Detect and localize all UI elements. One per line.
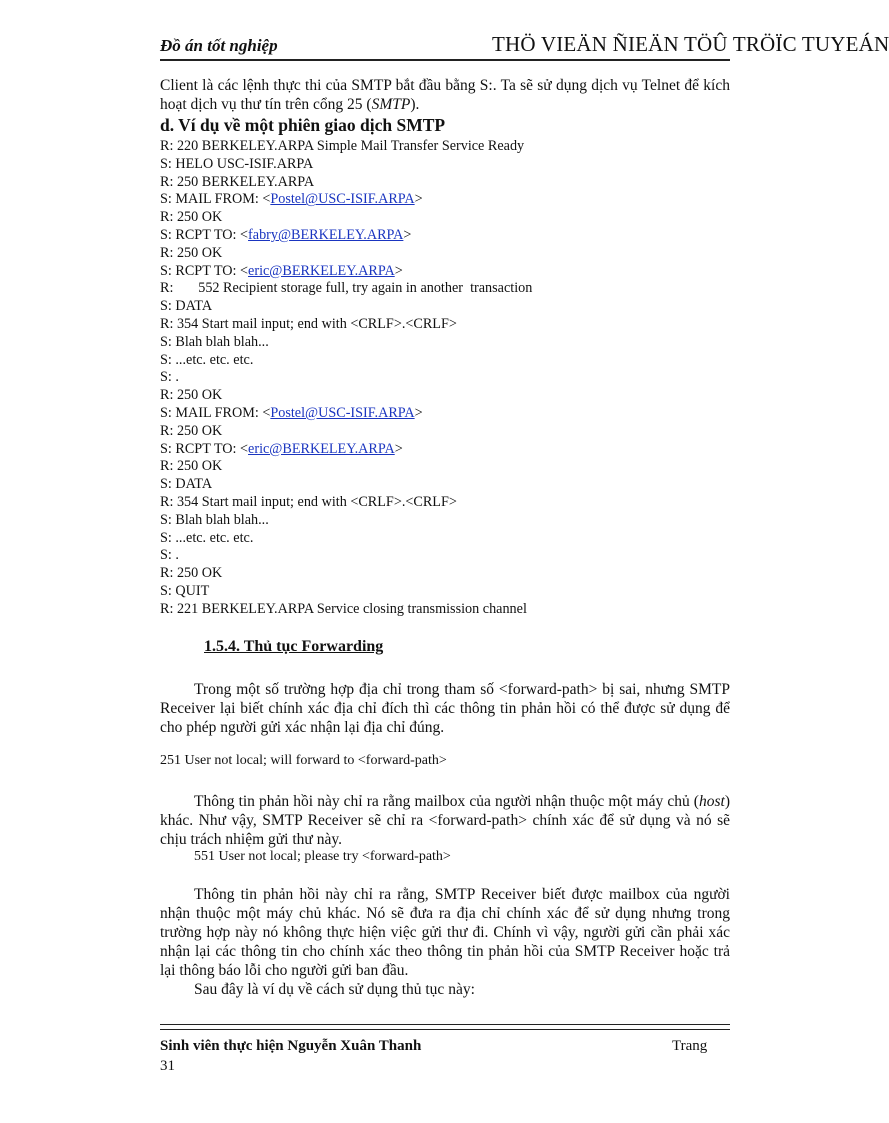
intro-paragraph [160,76,730,114]
session-line: S: ...etc. etc. etc. [160,351,254,368]
session-line: S: ...etc. etc. etc. [160,529,254,546]
session-line-prefix: S: MAIL FROM: < [160,191,271,208]
session-line-prefix: S: RCPT TO: < [160,262,249,279]
session-line: R: 250 OK [160,209,223,226]
reply-code-551: 551 User not local; please try <forward-path> [194,849,451,864]
session-line [160,191,532,209]
subsection-heading: 1.5.4. Thủ tục Forwarding [204,638,384,655]
intro-text: Client là các lệnh thực thi của SMTP bắt đầu bằng S:. Ta sẽ sử dụng dịch vụ Telnet để kích hoạt dịch vụ thư tín trên cổng 25 ( [160,77,730,113]
email-link[interactable]: Postel@USC-ISIF.ARPA [270,191,415,208]
session-line: R: 220 BERKELEY.ARPA Simple Mail Transfer Service Ready [160,138,525,154]
section-heading: d. Ví dụ về một phiên giao dịch SMTP [160,115,446,135]
paragraph-text: Thông tin phản hồi này chỉ ra rằng mailbox của người nhận thuộc một máy chủ ( [194,793,699,810]
email-link[interactable]: eric@BERKELEY.ARPA [248,440,395,457]
smtp-session-transcript [160,138,532,619]
session-line [160,227,532,245]
session-line-prefix: S: RCPT TO: < [160,440,249,457]
session-line: R: 250 OK [160,422,223,439]
session-line [160,263,532,281]
session-line: R: 354 Start mail input; end with <CRLF>.<CRLF> [160,315,457,332]
session-line: R: 354 Start mail input; end with <CRLF>.<CRLF> [160,493,457,510]
footer-page-number: 31 [160,1058,175,1074]
session-line-suffix: > [394,440,403,457]
session-line: R: 250 BERKELEY.ARPA [160,173,315,190]
session-line-prefix: S: RCPT TO: < [160,226,249,243]
header-title: Đồ án tốt nghiệp [160,36,278,55]
session-line [160,405,532,423]
session-line: S: Blah blah blah... [160,333,269,350]
header-rule [160,59,730,61]
paragraph-text: Sau đây là ví dụ về cách sử dụng thủ tục này: [194,981,475,998]
session-line [160,441,532,459]
paragraph-text: Trong một số trường hợp địa chỉ trong tham số <forward-path> bị sai, nhưng SMTP Receiver lại biết chính xác địa chỉ đích thì các thông tin phản hồi có thể được sử dụng để cho phép người gửi xác nhận lại địa chỉ đúng. [160,681,730,736]
paragraph-551-explanation [160,885,730,980]
intro-emphasis: SMTP [371,96,411,113]
footer-author: Sinh viên thực hiện Nguyễn Xuân Thanh [160,1038,422,1054]
session-line: R: 250 OK [160,387,223,404]
session-line: S: Blah blah blah... [160,511,269,528]
session-line: S: HELO USC-ISIF.ARPA [160,155,314,172]
session-line-suffix: > [403,226,412,243]
session-line: R: 250 OK [160,565,223,582]
paragraph-example-lead [160,980,730,999]
session-line: S: DATA [160,476,213,493]
email-link[interactable]: Postel@USC-ISIF.ARPA [270,404,415,421]
session-line: S: . [160,547,179,564]
paragraph-text: Thông tin phản hồi này chỉ ra rằng, SMTP Receiver biết được mailbox của người nhận thuộc một máy chủ khác. Nó sẽ đưa ra địa chỉ chính xác để sử dụng nhưng trong trường hợp này nó không thực hiện việc gửi thư đi. Chính vì vậy, người gửi cần phải xác nhận lại các thông tin cho chính xác theo thông tin phản hồi của SMTP Receiver hoặc trả lại thông báo lỗi cho người gửi ban đầu. [160,886,730,979]
footer-rule-top [160,1024,730,1025]
header-library-name: THÖ VIEÄN ÑIEÄN TÖÛ TRÖÏC TUYEÁN [492,32,889,56]
session-line-suffix: > [414,191,423,208]
paragraph-text: ) khác. Như vậy, SMTP Receiver sẽ chỉ ra <forward-path> chính xác để sử dụng và nó sẽ chịu trách nhiệm gửi thư này. [160,793,730,848]
paragraph-forwarding-intro [160,680,730,737]
reply-code-251: 251 User not local; will forward to <forward-path> [160,753,447,768]
session-line-suffix: > [414,404,423,421]
session-line: R: 552 Recipient storage full, try again in another transaction [160,280,533,297]
footer-page-label: Trang [672,1038,708,1054]
session-line-suffix: > [394,262,403,279]
session-line-prefix: S: MAIL FROM: < [160,404,271,421]
session-line: S: . [160,369,179,386]
session-line: R: 250 OK [160,244,223,261]
paragraph-251-explanation [160,792,730,849]
email-link[interactable]: eric@BERKELEY.ARPA [248,262,395,279]
session-line: R: 250 OK [160,458,223,475]
session-line: S: QUIT [160,582,210,599]
intro-end: ). [410,96,420,113]
session-line: S: DATA [160,298,213,315]
paragraph-emphasis: host [698,793,725,810]
footer-rule-bottom [160,1029,730,1030]
session-line: R: 221 BERKELEY.ARPA Service closing transmission channel [160,600,527,617]
email-link[interactable]: fabry@BERKELEY.ARPA [248,226,404,243]
